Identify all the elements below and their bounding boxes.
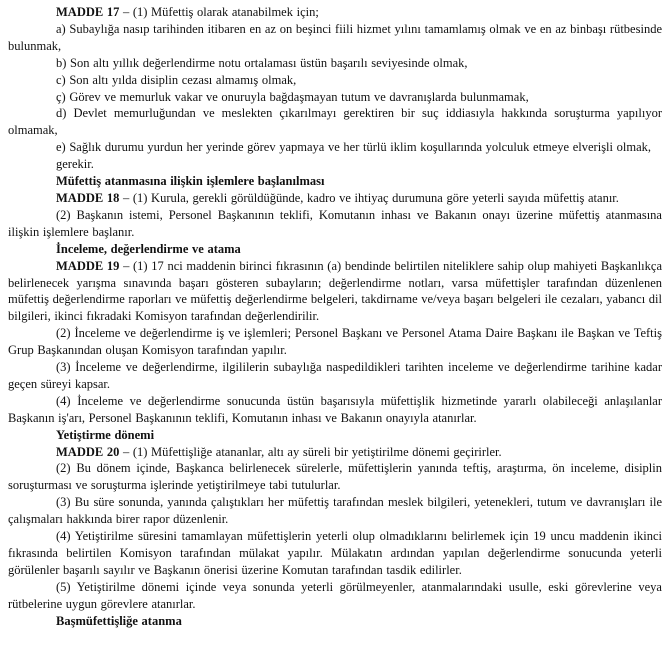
body-paragraph: c) Son altı yılda disiplin cezası almamış olmak,	[56, 72, 297, 87]
article-number: MADDE 19	[56, 258, 120, 273]
article-number: MADDE 17	[56, 5, 120, 19]
section-heading: Başmüfettişliğe atanma	[56, 613, 182, 628]
body-paragraph: (4) İnceleme ve değerlendirme sonucunda üstün başarısıyla müfettişlik hizmetinde yararlı olabileceği anlaşılanlar Başkanın iş'arı, Personel Başkanının teklifi, Komutanın inhası ve Bakanın onayıyla atanırlar.	[8, 393, 662, 425]
article-paragraph: MADDE 17 – (1) Müfettiş olarak atanabilmek için;	[56, 5, 319, 19]
document-body	[8, 4, 662, 630]
body-paragraph: (2) Başkanın istemi, Personel Başkanının teklifi, Komutanın inhası ve Bakanın onayı üzerine müfettiş atanmasına ilişkin işlemlere başlanır.	[8, 207, 662, 239]
body-paragraph: (3) İnceleme ve değerlendirme, ilgililerin subaylığa naspedildikleri tarihten inceleme ve değerlendirme tarihine kadar geçen süreyi kapsar.	[8, 360, 662, 391]
section-heading: Yetiştirme dönemi	[56, 427, 155, 442]
article-paragraph: MADDE 18 – (1) Kurula, gerekli görüldüğünde, kadro ve ihtiyaç durumuna göre yeterli sayıda müfettiş atanır.	[56, 190, 619, 205]
body-paragraph: (3) Bu süre sonunda, yanında çalıştıkları her müfettiş tarafından meslek bilgileri, yetenekleri, tutum ve davranışları ile çalışmaları hakkında birer rapor düzenlenir.	[8, 495, 662, 527]
article-number: MADDE 18	[56, 190, 120, 205]
body-paragraph: d) Devlet memurluğundan ve meslekten çıkarılmayı gerektiren bir suç iddiasıyla hakkında soruşturma yapılıyor olmamak,	[8, 106, 662, 138]
body-paragraph: a) Subaylığa nasıp tarihinden itibaren en az on beşinci fiili hizmet yılını tamamlamış olmak ve en az binbaşı rütbesinde bulunmak,	[8, 21, 662, 53]
body-paragraph: (2) İnceleme ve değerlendirme iş ve işlemleri; Personel Başkanı ve Personel Atama Daire Başkanı ile Başkan ve Teftiş Grup Başkanından oluşan Komisyon tarafından yapılır.	[8, 326, 662, 358]
article-paragraph: MADDE 19 – (1) 17 nci maddenin birinci fıkrasının (a) bendinde belirtilen niteliklere sahip olup mahiyeti Başkanlıkça belirlenecek yarışma sınavında başarı gösteren subayların; değerlendirme notları, varsa müfettişler tarafından düzenlenen müfettiş değerlendirme raporları ve müfettiş değerlendirme belgeleri, takdirname ve/veya başarı belgeleri ile cezaları, yabancı dil bilgileri, ikinci fıkradaki Komisyon tarafından değerlendirilir.	[8, 258, 662, 324]
body-paragraph: gerekir.	[56, 157, 94, 172]
section-heading: Müfettiş atanmasına ilişkin işlemlere başlanılması	[56, 174, 325, 189]
body-paragraph: ç) Görev ve memurluk vakar ve onuruyla bağdaşmayan tutum ve davranışlarda bulunmamak,	[56, 89, 529, 104]
article-number: MADDE 20	[56, 444, 120, 459]
section-heading: İnceleme, değerlendirme ve atama	[56, 241, 241, 256]
body-paragraph: (5) Yetiştirilme dönemi içinde veya sonunda yeterli görülmeyenler, atanmalarındaki usulle, eski görevlerine veya rütbelerine uygun görevlere atanırlar.	[8, 579, 662, 611]
body-paragraph: (2) Bu dönem içinde, Başkanca belirlenecek sürelerle, müfettişlerin yanında teftiş, araştırma, ön inceleme, disiplin soruşturması ve soruşturma işlerinde yetiştirilmeye tabi tutulurlar.	[8, 461, 662, 493]
body-paragraph: (4) Yetiştirilme süresini tamamlayan müfettişlerin yeterli olup olmadıklarını belirlemek için 19 uncu maddenin ikinci fıkrasında belirtilen Komisyon tarafından mülakat yapılır. Mülakatın ardından yapılan değerlendirme sonucunda yeterli görülenler başarılı sayılır ve Başkanın önerisi üzerine Komutan tarafından tasdik edilirler.	[8, 529, 662, 577]
article-paragraph: MADDE 20 – (1) Müfettişliğe atananlar, altı ay süreli bir yetiştirilme dönemi geçirirler.	[56, 444, 502, 459]
body-paragraph: b) Son altı yıllık değerlendirme notu ortalaması üstün başarılı seviyesinde olmak,	[56, 55, 468, 70]
body-paragraph: e) Sağlık durumu yurdun her yerinde görev yapmaya ve her türlü iklim koşullarında yolculuk etmeye elverişli olmak,	[56, 140, 651, 155]
